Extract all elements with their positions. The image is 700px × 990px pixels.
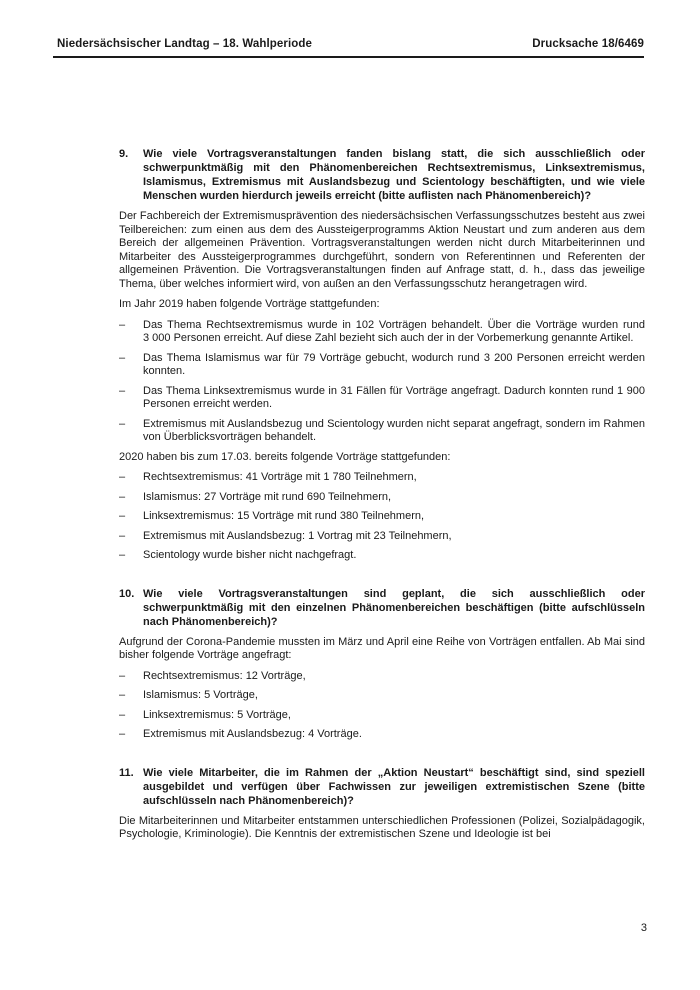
list-item-text: Extremismus mit Auslandsbezug: 1 Vortrag mit 23 Teilnehmern, bbox=[143, 529, 452, 542]
answer-11-paragraph: Die Mitarbeiterinnen und Mitarbeiter entstammen unterschiedlichen Professionen (Polizei, Sozialpädagogik, Psychologie, Kriminologie). Die Kenntnis der extremistischen Szene und Ideologie ist bei bbox=[119, 814, 645, 840]
list-item-text: Linksextremismus: 15 Vorträge mit rund 380 Teilnehmern, bbox=[143, 510, 425, 522]
list-dash: – bbox=[119, 351, 126, 364]
list-item-text: Islamismus: 5 Vorträge, bbox=[143, 689, 258, 701]
list-item bbox=[119, 352, 645, 379]
list-item-text: Extremismus mit Auslandsbezug und Scientology wurden nicht separat angefragt, sondern im Rahmen von Überblicksvorträgen behandelt. bbox=[143, 417, 645, 443]
list-item bbox=[119, 530, 645, 544]
list-item-text: Das Thema Linksextremismus wurde in 31 Fällen für Vorträge angefragt. Dadurch konnten rund 1 900 Personen erreicht werden. bbox=[143, 384, 645, 410]
list-item bbox=[119, 385, 645, 412]
list-dash: – bbox=[119, 417, 126, 430]
list-dash: – bbox=[119, 318, 126, 331]
list-dash: – bbox=[119, 471, 126, 483]
list-item-text: Rechtsextremismus: 41 Vorträge mit 1 780 Teilnehmern, bbox=[143, 471, 417, 483]
answer-9-intro-2020: 2020 haben bis zum 17.03. bereits folgende Vorträge stattgefunden: bbox=[119, 450, 451, 463]
answer-10-paragraph: Aufgrund der Corona-Pandemie mussten im März und April eine Reihe von Vorträgen entfallen. Ab Mai sind bisher folgende Vorträge angefragt: bbox=[119, 635, 645, 661]
list-item bbox=[119, 728, 645, 742]
list-item bbox=[119, 319, 645, 346]
list-dash: – bbox=[119, 669, 126, 682]
question-11 bbox=[119, 766, 645, 808]
list-dash: – bbox=[119, 708, 126, 721]
list-item bbox=[119, 709, 645, 723]
answer-9-paragraph: Der Fachbereich der Extremismusprävention des niedersächsischen Verfassungsschutzes besteht aus zwei Teilbereichen: zum einen aus dem des Aussteigerprogramms Aktion Neustart und zum anderen aus dem Bereich der allgemeinen Prävention. Vortragsveranstaltungen werden nicht durch Mitarbeiterinnen und Mitarbeiter des Aussteigerprogrammes durchgeführt, sondern von Referentinnen und Referenten der allgemeinen Prävention. Die Vortragsveranstaltungen finden auf Anfrage statt, d. h., dass das jeweilige Thema, über welches informiert wird, von außen an den Verfassungsschutz herangetragen wird. bbox=[119, 210, 645, 290]
list-item bbox=[119, 689, 645, 703]
list-dash: – bbox=[119, 689, 126, 701]
answer-9-intro-2019: Im Jahr 2019 haben folgende Vorträge stattgefunden: bbox=[119, 298, 380, 310]
list-dash: – bbox=[119, 549, 126, 561]
page-number: 3 bbox=[640, 922, 647, 934]
list-item-text: Das Thema Islamismus war für 79 Vorträge gebucht, wodurch rund 3 200 Personen erreicht werden konnten. bbox=[143, 351, 645, 377]
document-header bbox=[57, 38, 644, 50]
list-item bbox=[119, 510, 645, 524]
question-11-number: 11. bbox=[119, 766, 134, 779]
header-right-docnumber: Drucksache 18/6469 bbox=[532, 38, 644, 50]
question-10-number: 10. bbox=[119, 587, 135, 600]
document-body bbox=[119, 147, 645, 849]
question-10-text: Wie viele Vortragsveranstaltungen sind geplant, die sich ausschließlich oder schwerpunktmäßig mit den einzelnen Phänomenbereichen beschäftigen (bitte aufschlüsseln nach Phänomenbereich)? bbox=[143, 587, 645, 628]
list-item-text: Das Thema Rechtsextremismus wurde in 102 Vorträgen behandelt. Über die Vorträge wurden rund 3 000 Personen erreicht. Auf diese Zahl bezieht sich auch der in der Vorbemerkung genannte Artikel. bbox=[143, 318, 645, 344]
list-dash: – bbox=[119, 384, 126, 397]
list-item-text: Rechtsextremismus: 12 Vorträge, bbox=[143, 669, 306, 682]
list-item-text: Islamismus: 27 Vorträge mit rund 690 Teilnehmern, bbox=[143, 490, 392, 503]
list-item-text: Extremismus mit Auslandsbezug: 4 Vorträge. bbox=[143, 728, 362, 740]
list-item bbox=[119, 471, 645, 485]
list-dash: – bbox=[119, 490, 126, 503]
question-11-text: Wie viele Mitarbeiter, die im Rahmen der „Aktion Neustart“ beschäftigt sind, sind speziell ausgebildet und verfügen über Fachwissen zur jeweiligen extremistischen Szene (bitte aufschlüsseln nach Phänomenbereich)? bbox=[143, 766, 645, 807]
list-dash: – bbox=[119, 510, 126, 522]
list-item bbox=[119, 418, 645, 445]
question-9 bbox=[119, 147, 645, 203]
header-left-title: Niedersächsischer Landtag – 18. Wahlperiode bbox=[57, 38, 313, 50]
question-9-number: 9. bbox=[119, 148, 129, 160]
list-item bbox=[119, 670, 645, 684]
list-dash: – bbox=[119, 529, 126, 542]
question-9-text: Wie viele Vortragsveranstaltungen fanden bislang statt, die sich ausschließlich oder schwerpunktmäßig mit den Phänomenbereichen Rechtsextremismus, Linksextremismus, Islamismus, Extremismus mit Auslandsbezug und Scientology beschäftigten, und wie viele Menschen wurden hierdurch jeweils erreicht (bitte auflisten nach Phänomenbereich)? bbox=[143, 148, 645, 202]
question-10 bbox=[119, 587, 645, 629]
list-item-text: Linksextremismus: 5 Vorträge, bbox=[143, 708, 291, 721]
list-item bbox=[119, 549, 645, 563]
list-item-text: Scientology wurde bisher nicht nachgefragt. bbox=[143, 549, 357, 561]
list-dash: – bbox=[119, 728, 126, 740]
list-item bbox=[119, 491, 645, 505]
header-rule bbox=[53, 56, 644, 58]
